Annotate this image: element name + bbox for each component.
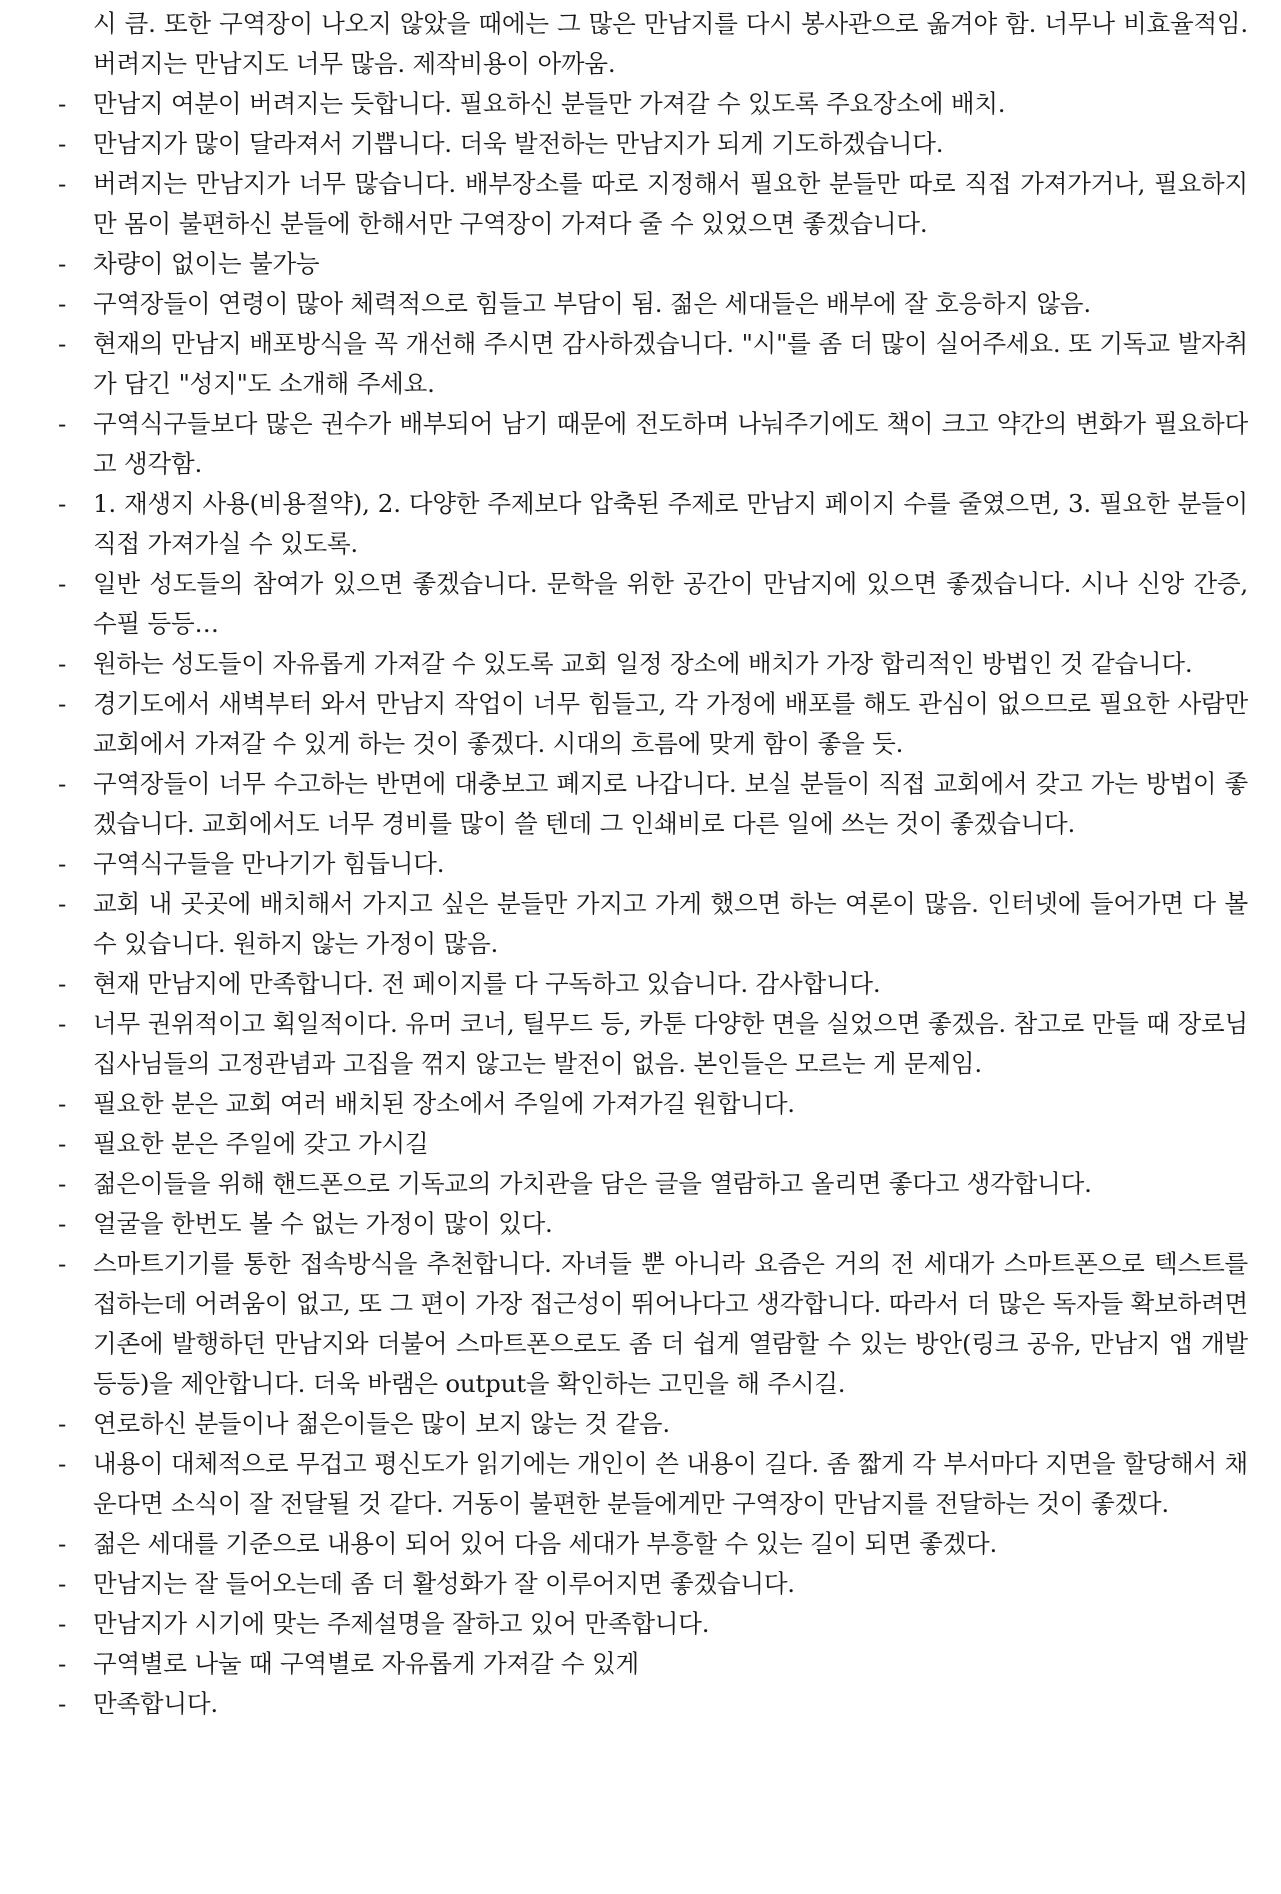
list-item (58, 124, 1248, 164)
bullet-dash: - (58, 1649, 67, 1678)
list-item (58, 404, 1248, 484)
bullet-dash: - (58, 689, 67, 718)
list-item (58, 1644, 1248, 1684)
response-text: 젊은 세대를 기준으로 내용이 되어 있어 다음 세대가 부흥할 수 있는 길이 되면 좋겠다. (93, 1529, 998, 1558)
survey-responses-body (58, 4, 1248, 1724)
list-item (58, 684, 1248, 764)
bullet-dash: - (58, 289, 67, 318)
bullet-dash: - (58, 1089, 67, 1118)
list-item (58, 564, 1248, 644)
list-item (58, 164, 1248, 244)
response-text: 만남지 여분이 버려지는 듯합니다. 필요하신 분들만 가져갈 수 있도록 주요장소에 배치. (93, 89, 1006, 118)
response-text: 현재의 만남지 배포방식을 꼭 개선해 주시면 감사하겠습니다. "시"를 좀 더 많이 실어주세요. 또 기독교 발자취가 담긴 "성지"도 소개해 주세요. (93, 329, 1248, 398)
bullet-dash: - (58, 649, 67, 678)
bullet-dash: - (58, 969, 67, 998)
response-text: 구역식구들을 만나기가 힘듭니다. (93, 849, 445, 878)
bullet-dash: - (58, 1529, 67, 1558)
bullet-dash: - (58, 1409, 67, 1438)
list-item (58, 1564, 1248, 1604)
response-text: 필요한 분은 교회 여러 배치된 장소에서 주일에 가져가길 원합니다. (93, 1089, 795, 1118)
list-item (58, 964, 1248, 1004)
list-item (58, 284, 1248, 324)
list-item (58, 1524, 1248, 1564)
bullet-dash: - (58, 249, 67, 278)
bullet-dash: - (58, 1449, 67, 1478)
bullet-dash: - (58, 169, 67, 198)
bullet-dash: - (58, 1689, 67, 1718)
list-item (58, 1204, 1248, 1244)
response-text: 교회 내 곳곳에 배치해서 가지고 싶은 분들만 가지고 가게 했으면 하는 여론이 많음. 인터넷에 들어가면 다 볼 수 있습니다. 원하지 않는 가정이 많음. (93, 889, 1248, 958)
bullet-dash: - (58, 1169, 67, 1198)
bullet-dash: - (58, 409, 67, 438)
bullet-dash: - (58, 769, 67, 798)
response-text: 만남지가 많이 달라져서 기쁩니다. 더욱 발전하는 만남지가 되게 기도하겠습니다. (93, 129, 944, 158)
list-item (58, 1604, 1248, 1644)
list-item (58, 84, 1248, 124)
bullet-dash: - (58, 569, 67, 598)
bullet-dash: - (58, 1569, 67, 1598)
list-item (58, 764, 1248, 844)
list-item (58, 484, 1248, 564)
list-item (58, 884, 1248, 964)
response-text: 필요한 분은 주일에 갖고 가시길 (93, 1129, 429, 1158)
response-text: 내용이 대체적으로 무겁고 평신도가 읽기에는 개인이 쓴 내용이 길다. 좀 짧게 각 부서마다 지면을 할당해서 채운다면 소식이 잘 전달될 것 같다. 거동이 불편한 분들에게만 구역장이 만남지를 전달하는 것이 좋겠다. (93, 1449, 1248, 1518)
list-item (58, 1684, 1248, 1724)
list-item (58, 844, 1248, 884)
list-item (58, 1124, 1248, 1164)
list-item (58, 1404, 1248, 1444)
list-item (58, 644, 1248, 684)
intro-continuation-paragraph: 시 큼. 또한 구역장이 나오지 않았을 때에는 그 많은 만남지를 다시 봉사관으로 옮겨야 함. 너무나 비효율적임. 버려지는 만남지도 너무 많음. 제작비용이 아까움. (93, 9, 1248, 78)
response-text: 너무 권위적이고 획일적이다. 유머 코너, 틸무드 등, 카툰 다양한 면을 실었으면 좋겠음. 참고로 만들 때 장로님 집사님들의 고정관념과 고집을 꺾지 않고는 발전이 없음. 본인들은 모르는 게 문제임. (93, 1009, 1248, 1078)
response-text: 만남지는 잘 들어오는데 좀 더 활성화가 잘 이루어지면 좋겠습니다. (93, 1569, 795, 1598)
response-text: 원하는 성도들이 자유롭게 가져갈 수 있도록 교회 일정 장소에 배치가 가장 합리적인 방법인 것 같습니다. (93, 649, 1193, 678)
response-text: 구역장들이 너무 수고하는 반면에 대충보고 폐지로 나갑니다. 보실 분들이 직접 교회에서 갖고 가는 방법이 좋겠습니다. 교회에서도 너무 경비를 많이 쓸 텐데 그 인쇄비로 다른 일에 쓰는 것이 좋겠습니다. (93, 769, 1248, 838)
bullet-dash: - (58, 1249, 67, 1278)
list-item (58, 1084, 1248, 1124)
response-text: 스마트기기를 통한 접속방식을 추천합니다. 자녀들 뿐 아니라 요즘은 거의 전 세대가 스마트폰으로 텍스트를 접하는데 어려움이 없고, 또 그 편이 가장 접근성이 뛰어나다고 생각합니다. 따라서 더 많은 독자들 확보하려면 기존에 발행하던 만남지와 더불어 스마트폰으로도 좀 더 쉽게 열람할 수 있는 방안(링크 공유, 만남지 앱 개발 등등)을 제안합니다. 더욱 바램은 output을 확인하는 고민을 해 주시길. (93, 1249, 1248, 1398)
list-item (58, 244, 1248, 284)
list-item (58, 324, 1248, 404)
response-text: 차량이 없이는 불가능 (93, 249, 320, 278)
response-text: 구역장들이 연령이 많아 체력적으로 힘들고 부담이 됨. 젊은 세대들은 배부에 잘 호응하지 않음. (93, 289, 1091, 318)
response-text: 구역별로 나눌 때 구역별로 자유롭게 가져갈 수 있게 (93, 1649, 639, 1678)
response-text: 1. 재생지 사용(비용절약), 2. 다양한 주제보다 압축된 주제로 만남지 페이지 수를 줄였으면, 3. 필요한 분들이 직접 가져가실 수 있도록. (93, 489, 1248, 558)
responses-list (58, 84, 1248, 1724)
response-text: 만족합니다. (93, 1689, 218, 1718)
list-item (58, 1164, 1248, 1204)
response-text: 일반 성도들의 참여가 있으면 좋겠습니다. 문학을 위한 공간이 만남지에 있으면 좋겠습니다. 시나 신앙 간증, 수필 등등… (93, 569, 1248, 638)
bullet-dash: - (58, 489, 67, 518)
response-text: 구역식구들보다 많은 권수가 배부되어 남기 때문에 전도하며 나눠주기에도 책이 크고 약간의 변화가 필요하다고 생각함. (93, 409, 1248, 478)
bullet-dash: - (58, 89, 67, 118)
response-text: 젊은이들을 위해 핸드폰으로 기독교의 가치관을 담은 글을 열람하고 올리면 좋다고 생각합니다. (93, 1169, 1092, 1198)
bullet-dash: - (58, 1009, 67, 1038)
bullet-dash: - (58, 889, 67, 918)
response-text: 현재 만남지에 만족합니다. 전 페이지를 다 구독하고 있습니다. 감사합니다. (93, 969, 881, 998)
bullet-dash: - (58, 1609, 67, 1638)
bullet-dash: - (58, 849, 67, 878)
bullet-dash: - (58, 1209, 67, 1238)
list-item (58, 1004, 1248, 1084)
response-text: 만남지가 시기에 맞는 주제설명을 잘하고 있어 만족합니다. (93, 1609, 710, 1638)
response-text: 버려지는 만남지가 너무 많습니다. 배부장소를 따로 지정해서 필요한 분들만 따로 직접 가져가거나, 필요하지만 몸이 불편하신 분들에 한해서만 구역장이 가져다 줄 수 있었으면 좋겠습니다. (93, 169, 1248, 238)
response-text: 경기도에서 새벽부터 와서 만남지 작업이 너무 힘들고, 각 가정에 배포를 해도 관심이 없으므로 필요한 사람만 교회에서 가져갈 수 있게 하는 것이 좋겠다. 시대의 흐름에 맞게 함이 좋을 듯. (93, 689, 1248, 758)
response-text: 연로하신 분들이나 젊은이들은 많이 보지 않는 것 같음. (93, 1409, 670, 1438)
response-text: 얼굴을 한번도 볼 수 없는 가정이 많이 있다. (93, 1209, 553, 1238)
list-item (58, 1444, 1248, 1524)
bullet-dash: - (58, 329, 67, 358)
bullet-dash: - (58, 129, 67, 158)
list-item (58, 1244, 1248, 1404)
bullet-dash: - (58, 1129, 67, 1158)
